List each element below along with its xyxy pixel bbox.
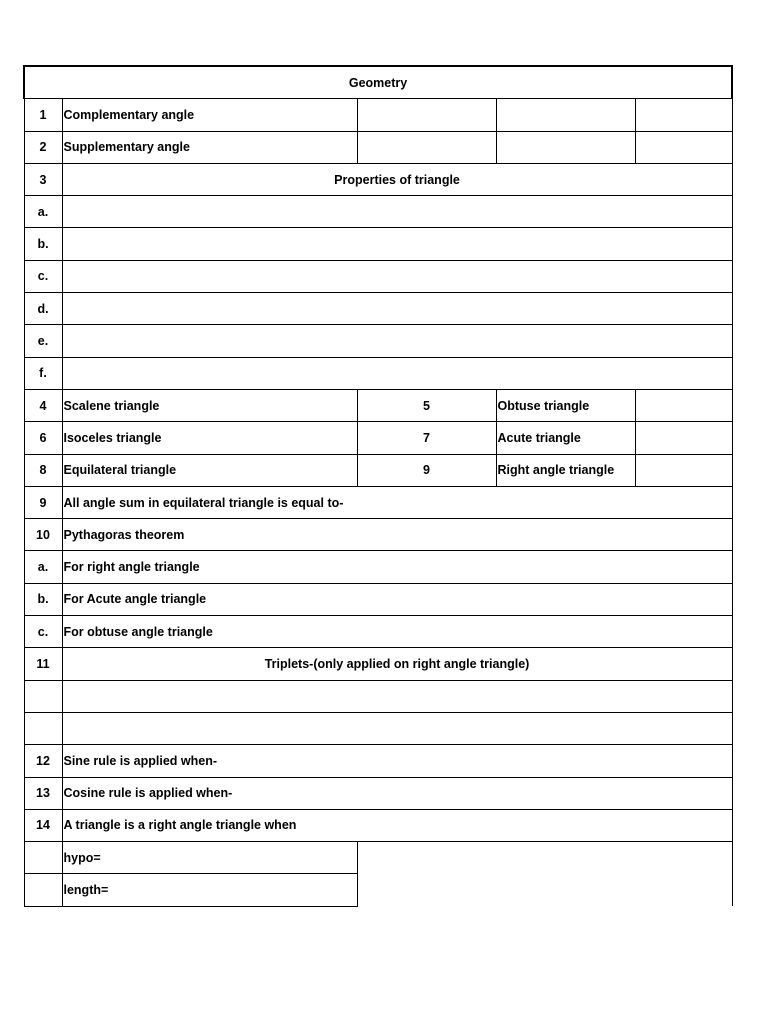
answer-cell[interactable] (635, 422, 732, 454)
table-row (24, 486, 732, 518)
row-label: Equilateral triangle (62, 454, 357, 486)
row-label: Acute triangle (496, 422, 635, 454)
row-label: For right angle triangle (62, 551, 732, 583)
table-row (24, 325, 732, 357)
row-number: 14 (24, 809, 62, 841)
table-row (24, 196, 732, 228)
row-number: 12 (24, 745, 62, 777)
row-number: 10 (24, 519, 62, 551)
answer-cell[interactable] (635, 454, 732, 486)
row-label: For obtuse angle triangle (62, 616, 732, 648)
row-number: c. (24, 260, 62, 292)
row-label: Supplementary angle (62, 131, 357, 163)
hypo-label: hypo= (62, 842, 357, 874)
table-row (24, 131, 732, 163)
row-number: b. (24, 583, 62, 615)
answer-cell[interactable] (62, 712, 732, 744)
answer-cell[interactable] (62, 260, 732, 292)
row-label: Right angle triangle (496, 454, 635, 486)
table-row (24, 228, 732, 260)
table-row (24, 777, 732, 809)
row-label: Complementary angle (62, 99, 357, 131)
answer-cell[interactable] (635, 99, 732, 131)
row-number: 2 (24, 131, 62, 163)
answer-cell[interactable] (62, 293, 732, 325)
answer-cell[interactable] (496, 131, 635, 163)
row-number: 4 (24, 389, 62, 421)
answer-cell[interactable] (62, 325, 732, 357)
row-number: 9 (24, 486, 62, 518)
blank-cell (24, 842, 62, 874)
row-label: Cosine rule is applied when- (62, 777, 732, 809)
length-label: length= (62, 874, 357, 906)
worksheet-title: Geometry (24, 66, 732, 99)
row-number: 6 (24, 422, 62, 454)
table-row (24, 551, 732, 583)
answer-cell[interactable] (635, 131, 732, 163)
table-row (24, 616, 732, 648)
table-row (24, 809, 732, 841)
row-number: 13 (24, 777, 62, 809)
table-row (24, 293, 732, 325)
section-heading: Properties of triangle (62, 163, 732, 195)
answer-cell[interactable] (357, 99, 496, 131)
table-row (24, 389, 732, 421)
answer-cell[interactable] (496, 99, 635, 131)
row-label: For Acute angle triangle (62, 583, 732, 615)
row-number: 8 (24, 454, 62, 486)
table-row (24, 712, 732, 744)
row-label: Scalene triangle (62, 389, 357, 421)
answer-cell[interactable] (62, 196, 732, 228)
row-number: b. (24, 228, 62, 260)
row-number: 3 (24, 163, 62, 195)
row-number: 1 (24, 99, 62, 131)
table-row (24, 519, 732, 551)
row-number: 11 (24, 648, 62, 680)
answer-area[interactable] (357, 842, 732, 907)
geometry-worksheet-table (23, 65, 733, 907)
blank-cell (24, 680, 62, 712)
row-label: All angle sum in equilateral triangle is equal to- (62, 486, 732, 518)
table-row (24, 99, 732, 131)
row-number: f. (24, 357, 62, 389)
row-label: Sine rule is applied when- (62, 745, 732, 777)
answer-cell[interactable] (62, 228, 732, 260)
row-number: 7 (357, 422, 496, 454)
blank-cell (24, 712, 62, 744)
row-number: 9 (357, 454, 496, 486)
row-label: Isoceles triangle (62, 422, 357, 454)
row-label: Pythagoras theorem (62, 519, 732, 551)
row-number: 5 (357, 389, 496, 421)
table-row (24, 454, 732, 486)
row-label: Obtuse triangle (496, 389, 635, 421)
table-row (24, 422, 732, 454)
row-number: e. (24, 325, 62, 357)
blank-cell (24, 874, 62, 906)
row-number: d. (24, 293, 62, 325)
table-row (24, 842, 732, 874)
answer-cell[interactable] (635, 389, 732, 421)
table-row (24, 680, 732, 712)
table-row (24, 648, 732, 680)
answer-cell[interactable] (62, 357, 732, 389)
section-heading: Triplets-(only applied on right angle triangle) (62, 648, 732, 680)
table-row (24, 163, 732, 195)
title-row (24, 66, 732, 99)
answer-cell[interactable] (62, 680, 732, 712)
row-number: a. (24, 196, 62, 228)
table-row (24, 260, 732, 292)
table-row (24, 583, 732, 615)
answer-cell[interactable] (357, 131, 496, 163)
table-row (24, 745, 732, 777)
row-number: a. (24, 551, 62, 583)
table-row (24, 357, 732, 389)
row-number: c. (24, 616, 62, 648)
row-label: A triangle is a right angle triangle when (62, 809, 732, 841)
